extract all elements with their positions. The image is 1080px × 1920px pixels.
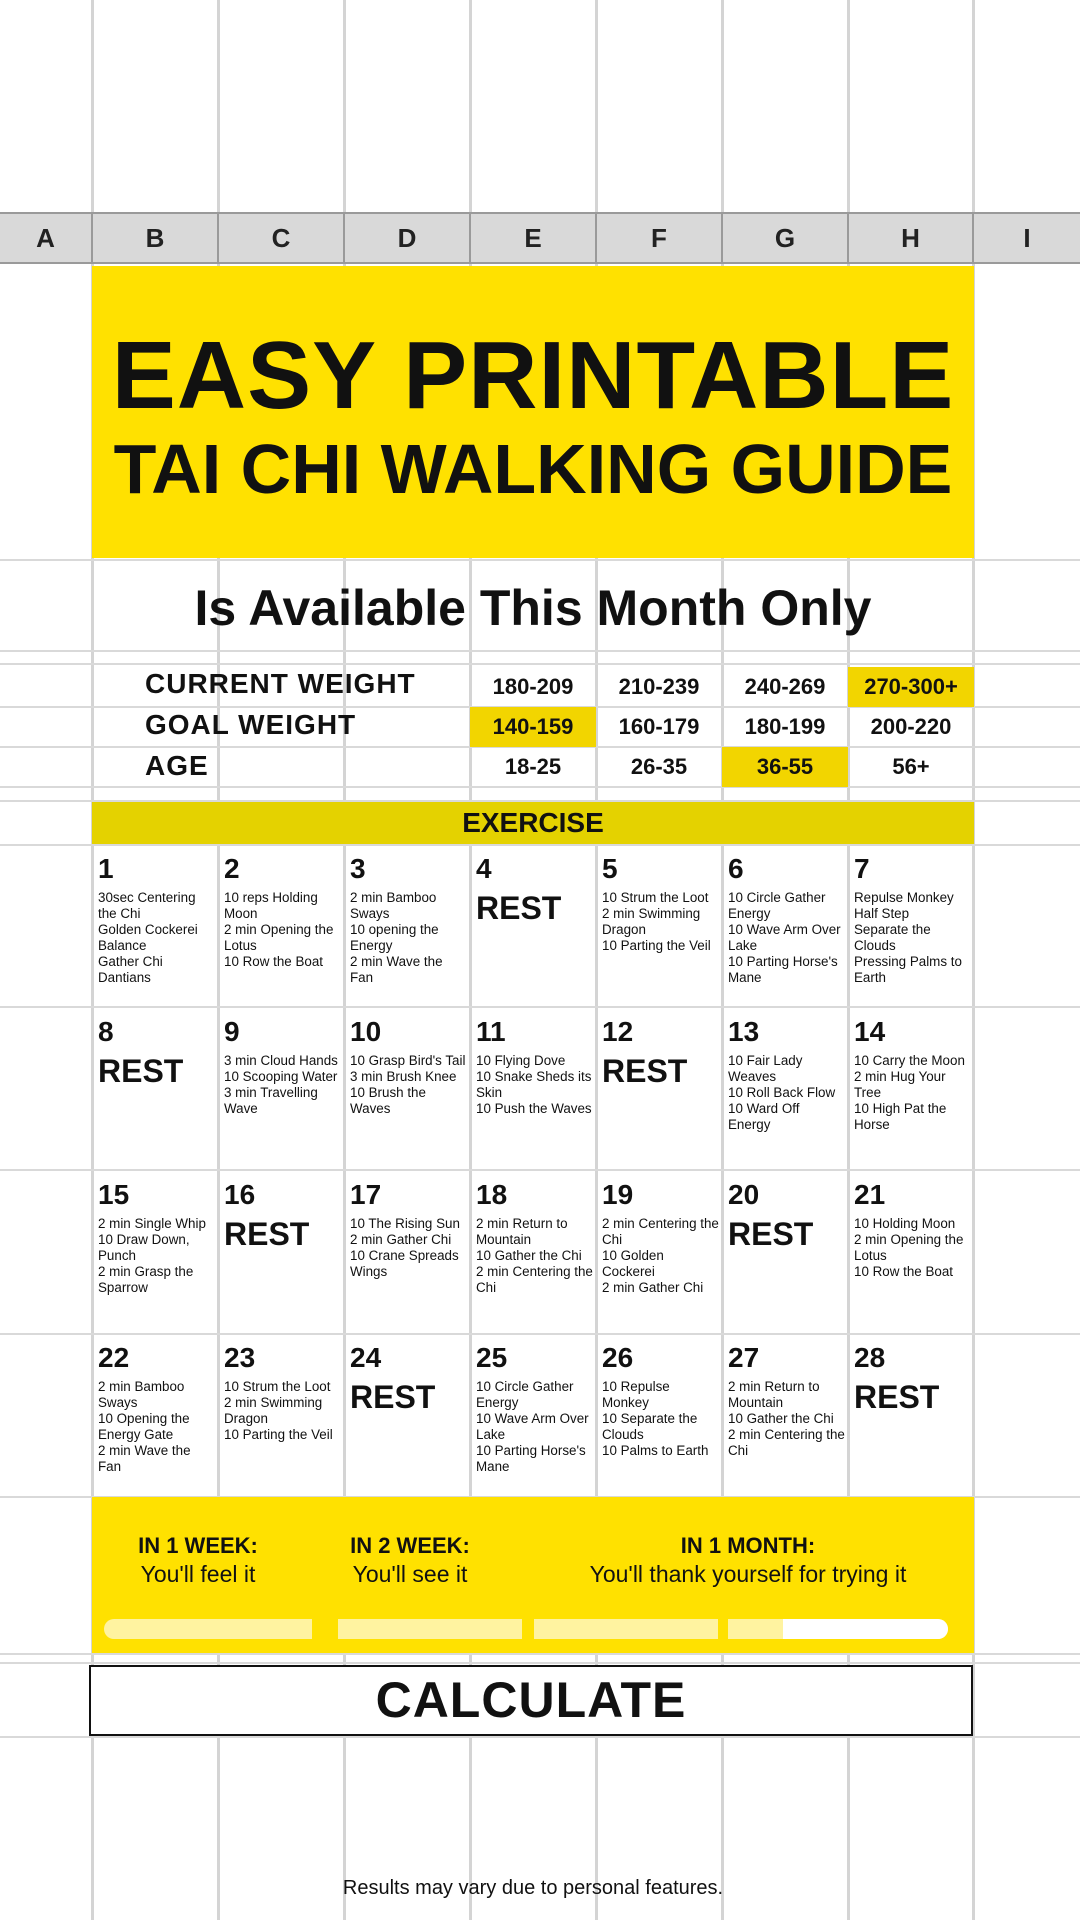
calendar-day-15[interactable] [93,1172,219,1335]
calendar-day-7[interactable] [849,846,975,1009]
calendar-day-5[interactable] [597,846,723,1009]
age-option[interactable]: 18-25 [504,754,562,779]
day-number: 17 [350,1179,382,1210]
goal-weight-option-selected[interactable]: 140-159 [470,707,596,747]
age-option-selected[interactable]: 36-55 [722,747,848,787]
calendar-day-18[interactable] [471,1172,597,1335]
week1-heading: IN 1 WEEK: [138,1533,258,1558]
age-label: AGE [145,750,209,781]
current-weight-option[interactable]: 180-209 [492,674,574,699]
goal-weight-option[interactable]: 200-220 [870,714,952,739]
day-exercises: 10 reps Holding Moon 2 min Opening the Lotus 10 Row the Boat [224,890,334,969]
column-header-h[interactable]: H [849,214,974,262]
day-number: 5 [602,853,618,884]
current-weight-option[interactable]: 210-239 [618,674,700,699]
calendar-day-14[interactable] [849,1009,975,1172]
current-weight-option[interactable]: 240-269 [744,674,826,699]
day-number: 8 [98,1016,114,1047]
grid-line [0,663,1080,665]
day-exercises: 10 Strum the Loot 2 min Swimming Dragon 10 Parting the Veil [602,890,711,953]
rest-day-label: REST [224,1216,310,1252]
day-number: 4 [476,853,492,884]
calendar-day-20[interactable] [723,1172,849,1335]
column-header-row [0,212,1080,264]
current-weight-option-selected[interactable]: 270-300+ [848,667,974,707]
rest-day-label: REST [98,1053,184,1089]
day-number: 18 [476,1179,508,1210]
current-weight-label: CURRENT WEIGHT [145,668,416,699]
week2-heading: IN 2 WEEK: [350,1533,470,1558]
day-number: 6 [728,853,744,884]
grid-line [0,1653,1080,1655]
age-option[interactable]: 56+ [892,754,930,779]
day-exercises: 10 Circle Gather Energy 10 Wave Arm Over Lake 10 Parting Horse's Mane [476,1379,589,1474]
calendar-day-8[interactable] [93,1009,219,1172]
rest-day-label: REST [476,890,562,926]
progress-segment [534,1619,718,1639]
calendar-day-27[interactable] [723,1335,849,1498]
calendar-day-11[interactable] [471,1009,597,1172]
day-number: 23 [224,1342,256,1373]
rest-day-label: REST [728,1216,814,1252]
grid-line [0,1662,1080,1664]
day-number: 20 [728,1179,760,1210]
day-number: 7 [854,853,870,884]
day-number: 21 [854,1179,886,1210]
day-number: 12 [602,1016,634,1047]
week1-text: You'll feel it [140,1561,256,1587]
day-exercises: 10 Grasp Bird's Tail 3 min Brush Knee 10 Brush the Waves [350,1053,466,1116]
day-number: 13 [728,1016,760,1047]
goal-weight-option[interactable]: 180-199 [744,714,826,739]
month1-text: You'll thank yourself for trying it [589,1561,907,1587]
calculate-button[interactable]: CALCULATE [89,1665,973,1736]
calendar-day-2[interactable] [219,846,345,1009]
day-number: 19 [602,1179,634,1210]
day-exercises: 2 min Return to Mountain 10 Gather the Chi 2 min Centering the Chi [476,1216,593,1295]
disclaimer-text: Results may vary due to personal features. [342,1877,724,1899]
week2-text: You'll see it [352,1561,468,1587]
day-number: 25 [476,1342,508,1373]
month1-heading: IN 1 MONTH: [680,1533,816,1558]
column-header-e[interactable]: E [471,214,597,262]
day-number: 16 [224,1179,256,1210]
day-exercises: 10 Carry the Moon 2 min Hug Your Tree 10 High Pat the Horse [854,1053,965,1132]
day-number: 22 [98,1342,130,1373]
results-panel [92,1497,974,1653]
progress-segment [338,1619,522,1639]
day-number: 2 [224,853,240,884]
calendar-day-25[interactable] [471,1335,597,1498]
column-header-g[interactable]: G [723,214,849,262]
day-exercises: 2 min Centering the Chi 10 Golden Cockerei 2 min Gather Chi [602,1216,719,1295]
goal-weight-option[interactable]: 160-179 [618,714,700,739]
calendar-day-9[interactable] [219,1009,345,1172]
calendar-day-13[interactable] [723,1009,849,1172]
age-option[interactable]: 26-35 [630,754,688,779]
rest-day-label: REST [602,1053,688,1089]
page-title: EASY PRINTABLE [111,322,955,429]
calendar-day-17[interactable] [345,1172,471,1335]
day-exercises: 10 Flying Dove 10 Snake Sheds its Skin 10 Push the Waves [476,1053,592,1116]
calendar-day-3[interactable] [345,846,471,1009]
day-exercises: 10 Repulse Monkey 10 Separate the Clouds 10 Palms to Earth [602,1379,709,1458]
day-exercises: 10 The Rising Sun 2 min Gather Chi 10 Crane Spreads Wings [350,1216,460,1279]
day-exercises: 2 min Bamboo Sways 10 opening the Energy 2 min Wave the Fan [350,890,443,985]
goal-weight-label: GOAL WEIGHT [145,709,357,740]
exercise-header: EXERCISE [92,802,974,844]
rest-day-label: REST [350,1379,436,1415]
day-number: 1 [98,853,114,884]
calendar-day-24[interactable] [345,1335,471,1498]
day-exercises: 10 Circle Gather Energy 10 Wave Arm Over Lake 10 Parting Horse's Mane [728,890,841,985]
availability-note: Is Available This Month Only [194,580,872,636]
calendar-day-12[interactable] [597,1009,723,1172]
column-header-d[interactable]: D [345,214,471,262]
day-exercises: 10 Holding Moon 2 min Opening the Lotus 10 Row the Boat [854,1216,964,1279]
calendar-day-21[interactable] [849,1172,975,1335]
grid-line [0,559,1080,561]
day-exercises: 2 min Single Whip 10 Draw Down, Punch 2 min Grasp the Sparrow [98,1216,206,1295]
day-number: 3 [350,853,366,884]
calendar-day-1[interactable] [93,846,219,1009]
grid-line [0,650,1080,652]
column-header-c[interactable]: C [219,214,345,262]
calendar-day-4[interactable] [471,846,597,1009]
column-header-i[interactable]: I [1023,223,1031,253]
page-subtitle-title: TAI CHI WALKING GUIDE [113,430,953,508]
calendar-day-16[interactable] [219,1172,345,1335]
day-exercises: 30sec Centering the Chi Golden Cockerei Balance Gather Chi Dantians [98,890,198,985]
calendar-day-19[interactable] [597,1172,723,1335]
day-exercises: 10 Strum the Loot 2 min Swimming Dragon 10 Parting the Veil [224,1379,333,1442]
day-number: 11 [476,1016,506,1047]
calendar-day-10[interactable] [345,1009,471,1172]
day-number: 15 [98,1179,130,1210]
day-number: 26 [602,1342,634,1373]
rest-day-label: REST [854,1379,940,1415]
progress-remaining [783,1619,948,1639]
day-number: 10 [350,1016,382,1047]
calendar-day-26[interactable] [597,1335,723,1498]
day-number: 27 [728,1342,760,1373]
day-number: 28 [854,1342,886,1373]
day-exercises: 3 min Cloud Hands 10 Scooping Water 3 min Travelling Wave [224,1053,338,1116]
column-header-f[interactable]: F [597,214,723,262]
column-header-b[interactable]: B [93,214,219,262]
hero-banner [92,266,974,558]
day-exercises: 2 min Return to Mountain 10 Gather the Chi 2 min Centering the Chi [728,1379,845,1458]
calendar-day-22[interactable] [93,1335,219,1498]
day-number: 14 [854,1016,886,1047]
column-header-a[interactable]: A [0,214,93,262]
calendar-day-6[interactable] [723,846,849,1009]
day-number: 24 [350,1342,382,1373]
progress-segment [104,1619,312,1639]
calendar-day-23[interactable] [219,1335,345,1498]
grid-line [0,1736,1080,1738]
day-exercises: 2 min Bamboo Sways 10 Opening the Energy Gate 2 min Wave the Fan [98,1379,191,1474]
calendar-day-28[interactable] [849,1335,975,1498]
day-exercises: 10 Fair Lady Weaves 10 Roll Back Flow 10 Ward Off Energy [728,1053,836,1132]
day-number: 9 [224,1016,240,1047]
day-exercises: Repulse Monkey Half Step Separate the Clouds Pressing Palms to Earth [854,890,962,985]
